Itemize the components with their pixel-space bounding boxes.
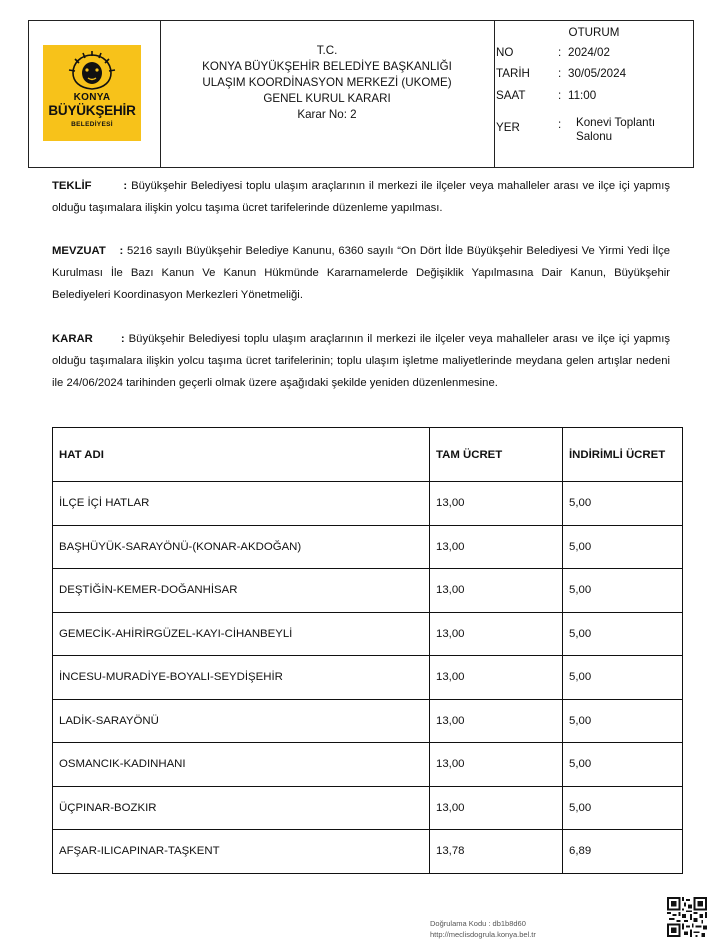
section-karar: KARAR : Büyükşehir Belediyesi toplu ulaşım araçlarının il merkezi ile ilçeler veya mahalleler arası ve ilçe içi yapmış olduğu taşımalara ilişkin yolcu taşıma ücret tarifelerinin; toplu ulaşım işletme maliyetlerinde meydana gelen artışlar nedeni ile 24/06/2024 tarihinden geçerli olmak üzere aşağıdaki şekilde yeniden düzenlenmesine. bbox=[52, 333, 670, 389]
verification-info bbox=[430, 918, 536, 940]
section-text: Büyükşehir Belediyesi toplu ulaşım araçlarının il merkezi ile ilçeler veya mahalleler arası ve ilçe içi yapmış olduğu taşımalara ilişkin yolcu taşıma ücret tarifelerinin; toplu ulaşım işletme maliyetlerinde meydana gelen artışlar nedeni ile 24/06/2024 tarihinden geçerli olmak üzere aşağıdaki şekilde yeniden düzenlenmesine. bbox=[52, 333, 670, 389]
title-line: Karar No: 2 bbox=[297, 108, 357, 121]
title-line: T.C. bbox=[316, 44, 338, 57]
discount-fare-cell: 5,00 bbox=[563, 656, 683, 700]
table-row bbox=[53, 743, 683, 787]
verification-code: Doğrulama Kodu : db1b8d60 bbox=[430, 919, 526, 928]
header-line-name: HAT ADI bbox=[53, 428, 430, 482]
session-key: SAAT bbox=[496, 89, 526, 102]
line-name-cell: DEŞTİĞİN-KEMER-DOĞANHİSAR bbox=[53, 569, 430, 613]
qr-code-icon[interactable] bbox=[667, 897, 707, 937]
full-fare-cell: 13,00 bbox=[430, 656, 563, 700]
verification-url[interactable]: http://meclisdogrula.konya.bel.tr bbox=[430, 930, 536, 939]
session-value: 11:00 bbox=[568, 89, 597, 102]
full-fare-cell: 13,00 bbox=[430, 786, 563, 830]
discount-fare-cell: 5,00 bbox=[563, 569, 683, 613]
document-title bbox=[160, 43, 494, 123]
header-full-fare: TAM ÜCRET bbox=[430, 428, 563, 482]
table-row bbox=[53, 656, 683, 700]
table-row bbox=[53, 786, 683, 830]
header-box bbox=[28, 20, 694, 168]
session-key: YER bbox=[496, 121, 520, 134]
header-discount-fare: İNDİRİMLİ ÜCRET bbox=[563, 428, 683, 482]
logo-text-buyuksehir: BÜYÜKŞEHİR bbox=[48, 103, 136, 118]
session-value: 2024/02 bbox=[568, 46, 610, 59]
session-colon: : bbox=[558, 118, 562, 131]
section-label: KARAR bbox=[52, 333, 93, 345]
line-name-cell: İNCESU-MURADİYE-BOYALI-SEYDİŞEHİR bbox=[53, 656, 430, 700]
discount-fare-cell: 5,00 bbox=[563, 525, 683, 569]
session-heading: OTURUM bbox=[568, 26, 620, 39]
discount-fare-cell: 5,00 bbox=[563, 786, 683, 830]
session-info bbox=[494, 21, 694, 167]
section-mevzuat: MEVZUAT : 5216 sayılı Büyükşehir Belediye Kanunu, 6360 sayılı “On Dört İlde Büyükşehir Belediyesi Ve Yirmi Yedi İlçe Kurulması İle Bazı Kanun Ve Kanun Hükmünde Kararnamelerde Değişiklik Yapılmasına Dair Kanun, Büyükşehir Belediyeleri Koordinasyon Merkezleri Yönetmeliği. bbox=[52, 245, 671, 301]
session-colon: : bbox=[558, 89, 562, 102]
section-label: MEVZUAT bbox=[52, 245, 106, 257]
section-teklif: TEKLİF : Büyükşehir Belediyesi toplu ulaşım araçlarının il merkezi ile ilçeler veya mahalleler arası ve ilçe içi yapmış olduğu taşımalara ilişkin yolcu taşıma ücret tarifelerinde düzenleme yapılması. bbox=[52, 180, 671, 214]
lion-emblem-icon bbox=[67, 51, 117, 93]
section-text: 5216 sayılı Büyükşehir Belediye Kanunu, 6360 sayılı “On Dört İlde Büyükşehir Belediyesi Ve Yirmi Yedi İlçe Kurulması İle Bazı Kanun Ve Kanun Hükmünde Kararnamelerde Değişiklik Yapılmasına Dair Kanun, Büyükşehir Belediyeleri Koordinasyon Merkezleri Yönetmeliği. bbox=[52, 245, 671, 301]
table-row bbox=[53, 525, 683, 569]
discount-fare-cell: 5,00 bbox=[563, 612, 683, 656]
table-row bbox=[53, 830, 683, 874]
section-label: TEKLİF bbox=[52, 180, 92, 192]
discount-fare-cell: 6,89 bbox=[563, 830, 683, 874]
title-line: GENEL KURUL KARARI bbox=[263, 92, 391, 105]
line-name-cell: OSMANCIK-KADINHANI bbox=[53, 743, 430, 787]
full-fare-cell: 13,00 bbox=[430, 569, 563, 613]
title-line: ULAŞIM KOORDİNASYON MERKEZİ (UKOME) bbox=[202, 76, 452, 89]
logo-text-konya: KONYA bbox=[73, 92, 111, 103]
session-colon: : bbox=[558, 67, 562, 80]
full-fare-cell: 13,00 bbox=[430, 525, 563, 569]
line-name-cell: AFŞAR-ILICAPINAR-TAŞKENT bbox=[53, 830, 430, 874]
line-name-cell: ÜÇPINAR-BOZKIR bbox=[53, 786, 430, 830]
municipality-logo bbox=[43, 45, 141, 141]
full-fare-cell: 13,00 bbox=[430, 482, 563, 526]
discount-fare-cell: 5,00 bbox=[563, 482, 683, 526]
table-row bbox=[53, 699, 683, 743]
full-fare-cell: 13,00 bbox=[430, 743, 563, 787]
session-key: TARİH bbox=[496, 67, 530, 80]
session-value: 30/05/2024 bbox=[568, 67, 627, 80]
session-colon: : bbox=[558, 46, 562, 59]
discount-fare-cell: 5,00 bbox=[563, 699, 683, 743]
table-row bbox=[53, 612, 683, 656]
line-name-cell: İLÇE İÇİ HATLAR bbox=[53, 482, 430, 526]
logo-text-belediyesi: BELEDİYESİ bbox=[71, 121, 113, 128]
fare-table bbox=[52, 427, 683, 874]
session-key: NO bbox=[496, 46, 514, 59]
title-line: KONYA BÜYÜKŞEHİR BELEDİYE BAŞKANLIĞI bbox=[202, 60, 452, 73]
full-fare-cell: 13,78 bbox=[430, 830, 563, 874]
discount-fare-cell: 5,00 bbox=[563, 743, 683, 787]
table-header-row bbox=[53, 428, 683, 482]
table-row bbox=[53, 482, 683, 526]
full-fare-cell: 13,00 bbox=[430, 612, 563, 656]
section-text: Büyükşehir Belediyesi toplu ulaşım araçlarının il merkezi ile ilçeler veya mahalleler arası ve ilçe içi yapmış olduğu taşımalara ilişkin yolcu taşıma ücret tarifelerinde düzenleme yapılması. bbox=[52, 180, 671, 214]
full-fare-cell: 13,00 bbox=[430, 699, 563, 743]
table-row bbox=[53, 569, 683, 613]
line-name-cell: LADİK-SARAYÖNÜ bbox=[53, 699, 430, 743]
line-name-cell: GEMECİK-AHİRİRGÜZEL-KAYI-CİHANBEYLİ bbox=[53, 612, 430, 656]
line-name-cell: BAŞHÜYÜK-SARAYÖNÜ-(KONAR-AKDOĞAN) bbox=[53, 525, 430, 569]
session-value: Konevi Toplantı Salonu bbox=[576, 116, 656, 143]
